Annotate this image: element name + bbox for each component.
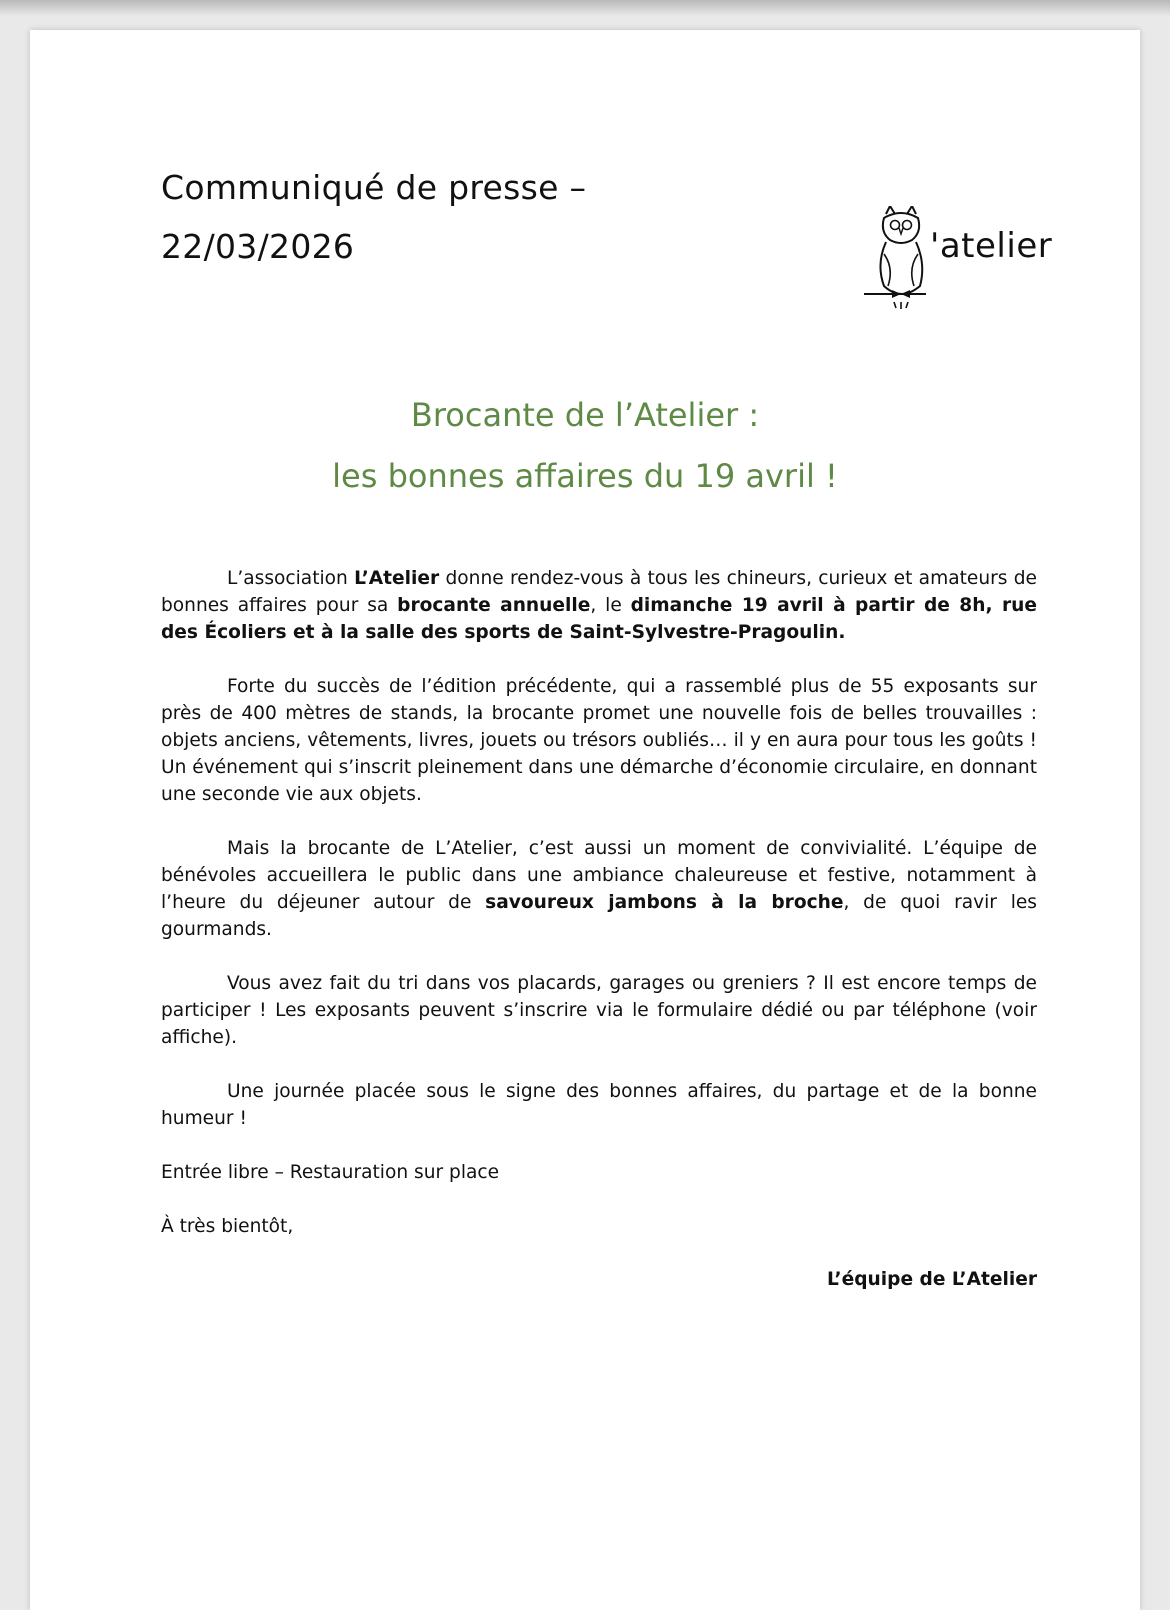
paragraph-conviviality <box>161 835 1037 943</box>
text-run: donne rendez-vous à tous les chineurs, curieux et amateurs de bonnes affaires pour sa <box>161 568 1037 616</box>
headline <box>30 385 1140 507</box>
text-run: , le <box>590 595 631 616</box>
closing-line: À très bientôt, <box>161 1216 294 1237</box>
paragraph-participate: Vous avez fait du tri dans vos placards, garages ou greniers ? Il est encore temps de participer ! Les exposants peuvent s’inscrire via le formulaire dédié ou par téléphone (voir affiche). <box>161 973 1037 1048</box>
entry-info: Entrée libre – Restauration sur place <box>161 1162 500 1183</box>
text-run-bold: savoureux jambons à la broche <box>485 892 844 913</box>
text-run: Mais la brocante de L’Atelier, c’est aussi un moment de convivialité. L’équipe de bénévoles accueillera le public dans une ambiance chaleureuse et festive, notamment à l’heure du déjeuner autour de <box>161 838 1037 913</box>
headline-line-1: Brocante de l’Atelier : <box>410 396 760 434</box>
press-release-body <box>161 565 1037 1320</box>
text-run-bold: dimanche 19 avril à partir de 8h, rue des Écoliers et à la salle des sports de Saint-Sylvestre-Pragoulin. <box>161 595 1037 643</box>
text-run-bold: L’Atelier <box>354 568 440 589</box>
signature: L’équipe de L’Atelier <box>826 1269 1037 1290</box>
text-run: L’association <box>227 568 355 589</box>
title-line-2-date: 22/03/2026 <box>161 227 355 266</box>
press-release-title <box>161 158 586 276</box>
document-page <box>30 30 1140 1610</box>
title-line-1: Communiqué de presse – <box>161 168 587 207</box>
paragraph-success: Forte du succès de l’édition précédente, qui a rassemblé plus de 55 exposants sur près de 400 mètres de stands, la brocante promet une nouvelle fois de belles trouvailles : objets anciens, vêtements, livres, jouets ou trésors oubliés… il y en aura pour tous les goûts ! Un événement qui s’inscrit pleinement dans une démarche d’économie circulaire, en donnant une seconde vie aux objets. <box>161 676 1038 805</box>
text-run-bold: brocante annuelle <box>397 595 591 616</box>
paragraph-day: Une journée placée sous le signe des bonnes affaires, du partage et de la bonne humeur ! <box>161 1081 1037 1129</box>
headline-line-2: les bonnes affaires du 19 avril ! <box>332 457 838 495</box>
paragraph-intro <box>161 565 1037 646</box>
top-shadow <box>0 0 1170 16</box>
logo-wordmark: 'atelier <box>930 226 1053 266</box>
text-run: , de quoi ravir les gourmands. <box>161 892 1037 940</box>
